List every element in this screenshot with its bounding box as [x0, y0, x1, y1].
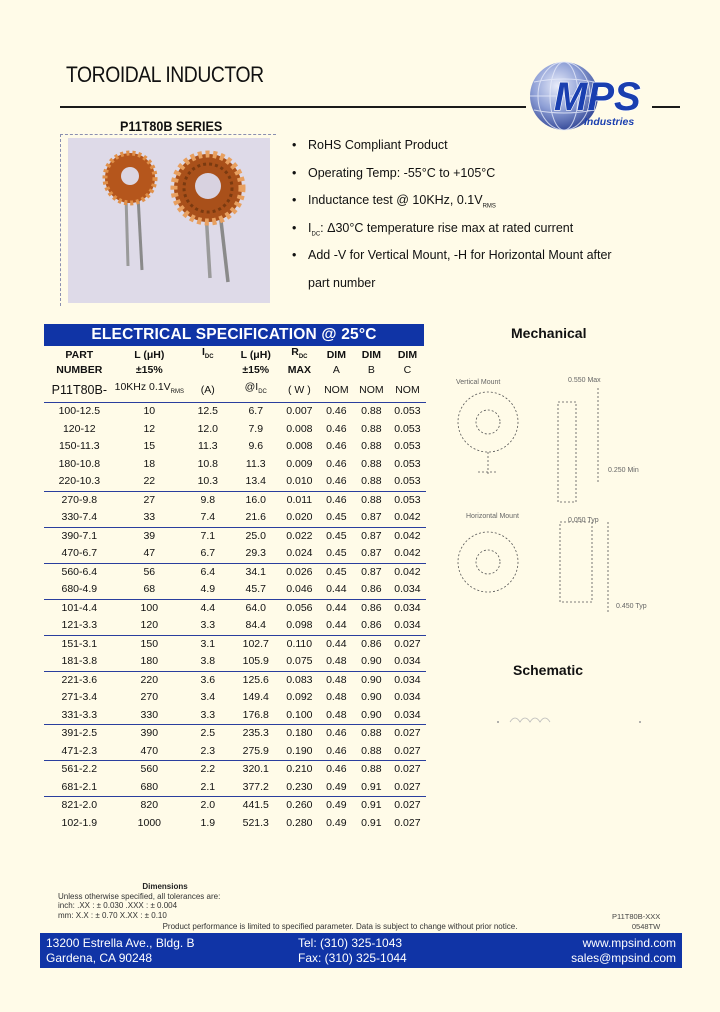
table-row [44, 707, 426, 725]
table-cell: 0.042 [394, 511, 421, 524]
table-cell: 0.90 [361, 655, 382, 668]
table-cell: 0.88 [361, 422, 382, 435]
part-number-cell: 180-10.8 [58, 457, 101, 470]
dimensions-line: Unless otherwise specified, all tolerances are: [58, 891, 221, 901]
table-cell: 0.46 [319, 761, 354, 779]
table-cell: 0.48 [319, 671, 354, 689]
footer-contact [571, 936, 676, 966]
table-cell: 0.90 [354, 671, 389, 689]
table-cell: 0.009 [286, 457, 313, 470]
col-header: P11T80B- [44, 377, 115, 403]
logo-text: MPS [554, 75, 641, 119]
table-cell: 0.027 [389, 635, 426, 653]
table-cell: 0.45 [326, 511, 347, 524]
part-number-cell: 221-3.6 [44, 671, 115, 689]
feature-item-continued: part number [308, 275, 376, 290]
table-cell: 4.4 [184, 599, 232, 617]
mechanical-title: Mechanical [511, 325, 587, 341]
table-row [44, 635, 426, 653]
table-row [44, 779, 426, 797]
table-cell: 3.4 [200, 691, 216, 704]
table-cell: 0.046 [286, 583, 313, 596]
table-cell: 7.1 [184, 527, 232, 545]
part-number-cell: 151-3.1 [44, 635, 115, 653]
table-cell: 22 [143, 475, 156, 488]
dimensions-notes [40, 882, 280, 920]
table-cell: 0.91 [361, 780, 382, 793]
feature-item: • Inductance test @ 10KHz, $0.1V_{RMS}$ [292, 192, 622, 220]
table-cell: 0.027 [394, 816, 421, 829]
col-header: L (μH) [240, 348, 271, 361]
col-header: B [367, 364, 375, 377]
table-cell: 0.46 [319, 491, 354, 509]
website-link[interactable]: www.mpsind.com [582, 936, 676, 950]
table-row [44, 421, 426, 439]
table-cell: 0.008 [286, 422, 313, 435]
table-cell: 0.008 [286, 440, 313, 453]
table-cell: 0.46 [326, 422, 347, 435]
table-cell: 29.3 [245, 547, 266, 560]
disclaimer: Product performance is limited to specified parameter. Data is subject to change without prior notice. [162, 922, 518, 931]
table-cell: 0.86 [361, 619, 382, 632]
col-header: PART [65, 348, 94, 361]
table-cell: 0.230 [286, 780, 313, 793]
email-link[interactable]: sales@mpsind.com [571, 951, 676, 965]
col-header: DIM [361, 348, 381, 361]
table-cell: 0.053 [394, 475, 421, 488]
table-cell: 0.46 [319, 725, 354, 743]
part-number-cell: 680-4.9 [61, 583, 98, 596]
table-row [44, 456, 426, 474]
table-cell: 0.88 [354, 725, 389, 743]
table-cell: 64.0 [232, 599, 280, 617]
col-header: $@I_{DC}$ [232, 377, 280, 403]
series-name: P11T80B SERIES [120, 118, 223, 134]
part-number-cell: 471-2.3 [61, 744, 98, 757]
part-number-cell: 821-2.0 [44, 797, 115, 815]
table-cell: 25.0 [232, 527, 280, 545]
table-cell: 15 [143, 440, 156, 453]
table-header-row [44, 377, 426, 403]
table-cell: 176.8 [242, 708, 269, 721]
col-header: NOM [319, 377, 354, 403]
part-number-cell: 100-12.5 [58, 405, 101, 418]
col-header: C [403, 364, 412, 377]
table-cell: 0.88 [361, 405, 382, 418]
table-cell: 7.9 [248, 422, 264, 435]
mps-logo [520, 56, 660, 136]
table-cell: 0.44 [319, 599, 354, 617]
table-cell: 3.3 [200, 619, 216, 632]
table-cell: 0.45 [319, 563, 354, 581]
feature-list [292, 137, 622, 303]
dim-a-label: 0.550 Max [568, 377, 601, 384]
table-cell: 0.042 [389, 527, 426, 545]
table-cell: 0.210 [280, 761, 319, 779]
part-number-cell: 220-10.3 [58, 475, 101, 488]
table-cell: 560 [115, 761, 184, 779]
table-cell: 0.027 [394, 744, 421, 757]
table-cell: 2.2 [184, 761, 232, 779]
table-row [44, 797, 426, 815]
table-cell: 0.053 [394, 405, 421, 418]
table-cell: 13.4 [245, 475, 266, 488]
col-header: DIM [326, 348, 346, 361]
table-cell: 125.6 [232, 671, 280, 689]
table-header-row [44, 364, 426, 377]
table-cell: 0.027 [389, 761, 426, 779]
table-row [44, 815, 426, 833]
feature-item: • $I_{DC}$: Δ30°C temperature rise max at rated current [292, 220, 622, 248]
feature-item: • RoHS Compliant Product [292, 137, 622, 165]
table-cell: 377.2 [242, 780, 269, 793]
table-cell: 102.7 [232, 635, 280, 653]
table-cell: 0.083 [280, 671, 319, 689]
table-cell: 0.027 [394, 780, 421, 793]
table-row [44, 438, 426, 456]
table-cell: 0.034 [394, 655, 421, 668]
table-cell: 0.45 [326, 547, 347, 560]
col-header: L (μH) [134, 348, 165, 361]
table-cell: 0.48 [326, 708, 347, 721]
col-header: A [332, 364, 340, 377]
table-cell: 0.034 [394, 708, 421, 721]
table-cell: 0.44 [326, 583, 347, 596]
table-cell: 441.5 [232, 797, 280, 815]
table-cell: 0.48 [326, 655, 347, 668]
table-cell: 0.007 [286, 405, 313, 418]
table-cell: 10 [143, 405, 156, 418]
title-rule [60, 106, 526, 108]
vertical-mount-label: Vertical Mount [456, 379, 501, 386]
spec-table-body [44, 403, 426, 833]
table-cell: 56 [115, 563, 184, 581]
table-cell: 0.053 [394, 422, 421, 435]
table-cell: 0.45 [319, 527, 354, 545]
part-number-cell: 120-12 [62, 422, 96, 435]
dimensions-line: inch: .XX : ± 0.030 .XXX : ± 0.004 [58, 901, 178, 910]
table-cell: 270 [140, 691, 159, 704]
table-cell: 2.1 [200, 780, 216, 793]
table-row [44, 725, 426, 743]
table-cell: 0.022 [280, 527, 319, 545]
col-header: 10KHz $0.1V_{RMS}$ [115, 377, 184, 403]
mechanical-drawing [448, 372, 688, 622]
fax-number: Fax: (310) 325-1044 [298, 951, 407, 965]
revision-code: 0548TW [631, 922, 661, 931]
part-number-cell: 150-11.3 [58, 440, 100, 453]
spec-table-header: ELECTRICAL SPECIFICATION @ 25°C [44, 324, 424, 346]
table-cell: 0.44 [319, 635, 354, 653]
table-cell: 12.5 [197, 405, 219, 418]
table-cell: 9.6 [248, 440, 264, 453]
footer-address [46, 936, 195, 966]
table-row [44, 581, 426, 599]
table-cell: 2.3 [200, 744, 216, 757]
table-cell: 150 [115, 635, 184, 653]
table-cell: 3.1 [184, 635, 232, 653]
table-cell: 0.46 [326, 440, 347, 453]
table-cell: 149.4 [242, 691, 269, 704]
table-cell: 0.280 [286, 816, 313, 829]
table-cell: 120 [140, 619, 159, 632]
footer-phone [298, 936, 407, 966]
table-cell: 11.3 [245, 457, 266, 470]
table-cell: 21.6 [245, 511, 266, 524]
table-cell: 0.46 [326, 475, 347, 488]
spec-table [44, 346, 426, 832]
part-number-cell: 560-6.4 [44, 563, 115, 581]
table-cell: 2.0 [184, 797, 232, 815]
table-cell: 180 [140, 655, 159, 668]
table-cell: 0.88 [361, 475, 382, 488]
table-cell: 0.88 [361, 440, 382, 453]
table-row [44, 491, 426, 509]
table-cell: 0.011 [280, 491, 319, 509]
table-cell: 0.44 [326, 619, 347, 632]
table-cell: 16.0 [232, 491, 280, 509]
table-cell: 0.034 [394, 583, 421, 596]
table-cell: 330 [140, 708, 159, 721]
table-row [44, 653, 426, 671]
table-cell: 0.100 [286, 708, 313, 721]
table-cell: 390 [115, 725, 184, 743]
table-cell: 0.034 [394, 691, 421, 704]
table-row [44, 527, 426, 545]
table-row [44, 617, 426, 635]
table-cell: 27 [115, 491, 184, 509]
feature-item: • Operating Temp: -55°C to +105°C [292, 165, 622, 193]
table-cell: 10.8 [197, 457, 219, 470]
table-cell: 0.053 [389, 491, 426, 509]
table-cell: 0.88 [361, 744, 382, 757]
table-cell: 0.87 [354, 563, 389, 581]
col-header: ±15% [135, 364, 163, 377]
table-cell: 0.90 [361, 708, 382, 721]
part-number-cell: 181-3.8 [61, 655, 98, 668]
dimensions-title: Dimensions [142, 882, 188, 891]
product-photo [68, 138, 270, 303]
table-cell: 0.46 [326, 744, 347, 757]
table-cell: 45.7 [245, 583, 266, 596]
table-cell: 0.90 [361, 691, 382, 704]
address-line: 13200 Estrella Ave., Bldg. B [46, 936, 195, 950]
table-cell: 0.026 [280, 563, 319, 581]
table-cell: 0.075 [286, 655, 313, 668]
table-cell: 0.86 [354, 599, 389, 617]
table-cell: 320.1 [232, 761, 280, 779]
table-cell: 0.053 [394, 457, 421, 470]
table-row [44, 473, 426, 491]
table-cell: 0.020 [286, 511, 313, 524]
part-number-cell: 391-2.5 [44, 725, 115, 743]
table-cell: 0.86 [361, 583, 382, 596]
table-cell: 68 [143, 583, 156, 596]
table-cell: 4.9 [200, 583, 216, 596]
table-cell: 0.91 [361, 816, 382, 829]
table-cell: 820 [115, 797, 184, 815]
dim-b-label: 0.250 Min [608, 467, 639, 474]
table-cell: 235.3 [232, 725, 280, 743]
table-cell: 1000 [137, 816, 161, 829]
page-title: TOROIDAL INDUCTOR [66, 62, 264, 87]
logo-subtext: Industries [584, 116, 635, 128]
table-cell: 0.034 [389, 671, 426, 689]
table-cell: 275.9 [242, 744, 269, 757]
table-cell: 2.5 [184, 725, 232, 743]
part-number-cell: 331-3.3 [61, 708, 98, 721]
table-cell: 0.092 [286, 691, 313, 704]
table-cell: 0.010 [286, 475, 313, 488]
table-cell: 9.8 [184, 491, 232, 509]
table-cell: 6.7 [200, 547, 216, 560]
table-cell: 0.042 [389, 563, 426, 581]
table-cell: 521.3 [242, 816, 269, 829]
col-header [184, 364, 232, 377]
table-row [44, 403, 426, 421]
table-cell: 1.9 [200, 816, 216, 829]
table-cell: 680 [140, 780, 159, 793]
col-header: ( W ) [280, 377, 319, 403]
col-header: ±15% [242, 364, 270, 377]
table-cell: 0.024 [286, 547, 313, 560]
table-cell: 34.1 [232, 563, 280, 581]
table-cell: 0.87 [361, 511, 382, 524]
table-cell: 470 [140, 744, 159, 757]
address-line: Gardena, CA 90248 [46, 951, 153, 965]
table-row [44, 545, 426, 563]
part-number-cell: 561-2.2 [44, 761, 115, 779]
table-cell: 0.053 [394, 440, 421, 453]
dim-d-label: 0.450 Typ [616, 603, 647, 610]
table-cell: 0.49 [326, 780, 347, 793]
table-cell: 33 [143, 511, 156, 524]
table-row [44, 743, 426, 761]
part-number-cell: 102-1.9 [61, 816, 98, 829]
schematic-drawing [490, 712, 650, 732]
col-header: NOM [354, 377, 389, 403]
feature-item: • Add -V for Vertical Mount, -H for Horizontal Mount after [292, 247, 622, 275]
table-cell: 0.87 [354, 527, 389, 545]
table-row [44, 689, 426, 707]
part-number-cell: 270-9.8 [44, 491, 115, 509]
table-cell: 0.88 [354, 491, 389, 509]
table-cell: 220 [115, 671, 184, 689]
part-number-cell: 271-3.4 [61, 691, 98, 704]
part-number-cell: 330-7.4 [61, 511, 98, 524]
table-cell: 0.056 [280, 599, 319, 617]
schematic-title: Schematic [513, 662, 584, 678]
table-cell: 0.042 [394, 547, 421, 560]
horizontal-mount-label: Horizontal Mount [466, 513, 519, 520]
table-cell: 3.8 [200, 655, 216, 668]
tel-number: Tel: (310) 325-1043 [298, 936, 403, 950]
table-cell: 11.3 [197, 440, 218, 453]
part-number-cell: 121-3.3 [61, 619, 98, 632]
table-cell: 12.0 [197, 422, 219, 435]
dim-c-label: 0.050 Typ [568, 517, 599, 524]
table-cell: 0.110 [280, 635, 319, 653]
table-cell: 7.4 [200, 511, 216, 524]
table-cell: 12 [143, 422, 156, 435]
table-cell: 0.86 [354, 635, 389, 653]
table-cell: 0.49 [326, 816, 347, 829]
table-cell: 10.3 [197, 475, 219, 488]
table-cell: 0.034 [389, 599, 426, 617]
col-header: (A) [184, 377, 232, 403]
table-cell: 6.7 [248, 405, 264, 418]
part-number-cell: 470-6.7 [61, 547, 98, 560]
table-cell: 18 [143, 457, 156, 470]
table-cell: 0.190 [286, 744, 313, 757]
table-cell: 0.88 [361, 457, 382, 470]
table-cell: 0.034 [394, 619, 421, 632]
col-header: $I_{DC}$ [202, 346, 214, 361]
col-header: DIM [397, 348, 418, 361]
col-header: MAX [287, 364, 312, 377]
table-cell: 0.88 [354, 761, 389, 779]
table-row [44, 671, 426, 689]
dimensions-line: mm: X.X : ± 0.70 X.XX : ± 0.10 [58, 910, 167, 920]
part-number-cell: 390-7.1 [44, 527, 115, 545]
table-cell: 0.87 [361, 547, 382, 560]
footer-bar [40, 933, 682, 968]
part-number-cell: 681-2.1 [61, 780, 98, 793]
part-code: P11T80B-XXX [612, 912, 661, 921]
table-cell: 0.46 [326, 457, 347, 470]
table-cell: 84.4 [245, 619, 266, 632]
table-cell: 0.098 [286, 619, 313, 632]
table-row [44, 509, 426, 527]
table-header-row [44, 346, 426, 364]
table-cell: 39 [115, 527, 184, 545]
col-header: $R_{DC}$ [291, 346, 308, 361]
table-cell: 0.91 [354, 797, 389, 815]
table-cell: 0.260 [280, 797, 319, 815]
table-cell: 100 [115, 599, 184, 617]
col-header: NUMBER [56, 364, 103, 377]
table-row [44, 761, 426, 779]
table-row [44, 563, 426, 581]
table-cell: 6.4 [184, 563, 232, 581]
table-cell: 3.3 [200, 708, 216, 721]
table-cell: 0.027 [389, 725, 426, 743]
table-cell: 3.6 [184, 671, 232, 689]
col-header: NOM [389, 377, 426, 403]
table-cell: 0.46 [326, 405, 347, 418]
part-number-cell: 101-4.4 [44, 599, 115, 617]
table-row [44, 599, 426, 617]
table-cell: 47 [143, 547, 156, 560]
table-cell: 0.49 [319, 797, 354, 815]
table-cell: 105.9 [242, 655, 269, 668]
table-cell: 0.180 [280, 725, 319, 743]
table-cell: 0.027 [389, 797, 426, 815]
table-cell: 0.48 [326, 691, 347, 704]
